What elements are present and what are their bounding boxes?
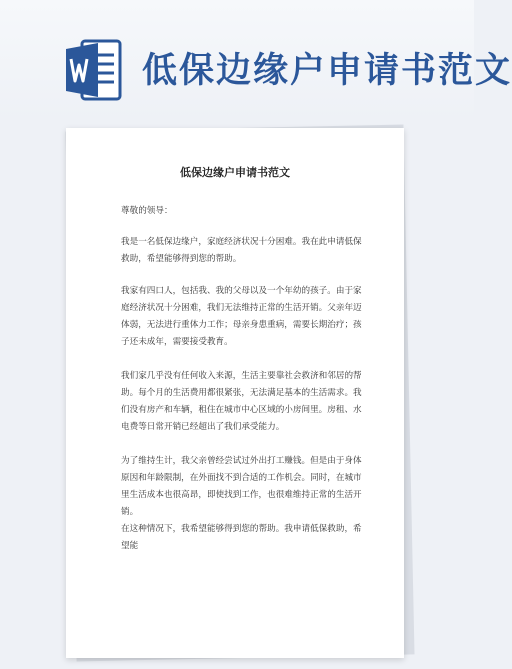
- paragraph: 在这种情况下，我希望能够得到您的帮助。我申请低保救助，希望能: [121, 524, 362, 551]
- word-icon: [64, 37, 122, 103]
- salutation: 尊敬的领导：: [121, 206, 173, 216]
- paragraph: 我家有四口人，包括我、我的父母以及一个年幼的孩子。由于家庭经济状况十分困难，我们无法维持正常的生活开销。父亲年迈体弱，无法进行重体力工作；母亲身患重病，需要长期治疗；孩子还未成年，需要接受教育。: [121, 286, 362, 347]
- document-page: [66, 128, 404, 658]
- paragraph: 为了维持生计，我父亲曾经尝试过外出打工赚钱。但是由于身体原因和年龄限制，在外面找不到合适的工作机会。同时，在城市里生活成本也很高昂，即使找到工作，也很难维持正常的生活开销。: [121, 456, 362, 517]
- header-banner: [0, 0, 512, 120]
- paragraph: 我是一名低保边缘户，家庭经济状况十分困难。我在此申请低保救助，希望能够得到您的帮助。: [121, 237, 362, 264]
- document-title: 低保边缘户申请书范文: [180, 166, 290, 179]
- banner-title: 低保边缘户申请书范文: [142, 51, 512, 91]
- paragraph: 我们家几乎没有任何收入来源，生活主要靠社会救济和邻居的帮助。每个月的生活费用都很紧张，无法满足基本的生活需求。我们没有房产和车辆，租住在城市中心区域的小房间里。房租、水电费等日常开销已经超出了我们承受能力。: [121, 371, 362, 432]
